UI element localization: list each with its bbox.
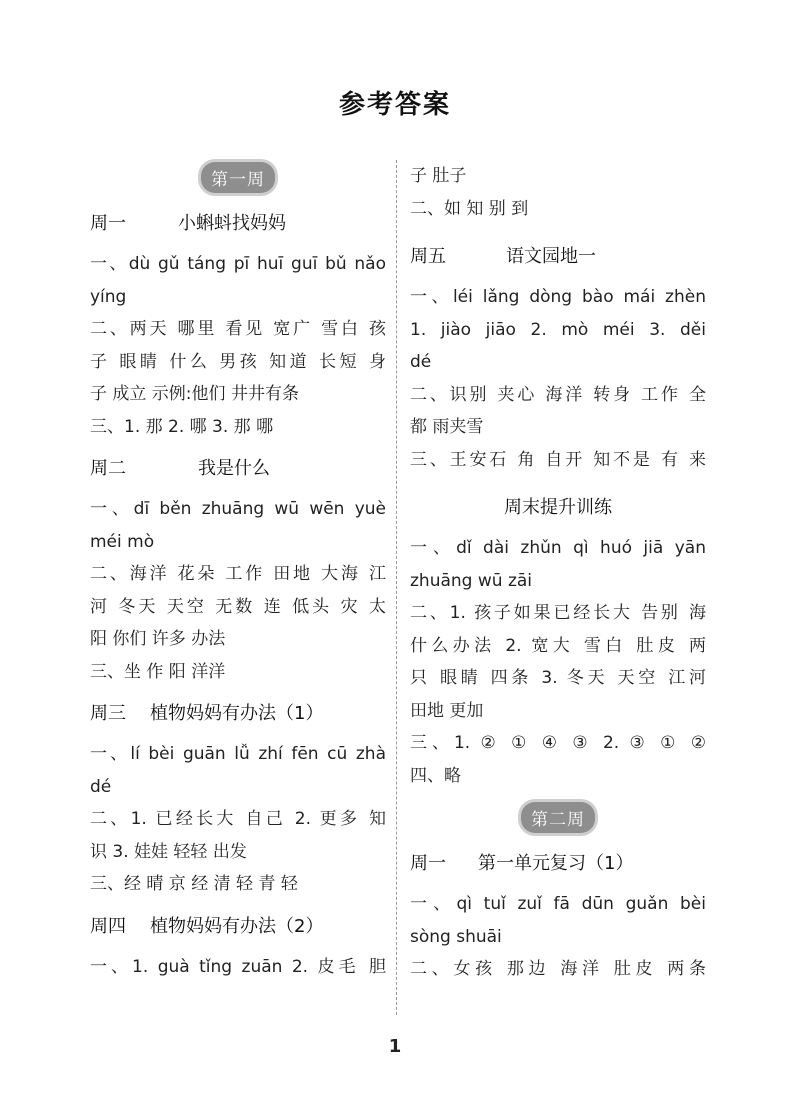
lesson-title: 第一单元复习（1） bbox=[478, 853, 634, 874]
answer-line: 二、1. 已经长大 自己 2. 更多 知 bbox=[90, 809, 386, 829]
answer-line: 二、识别 夹心 海洋 转身 工作 全 bbox=[410, 384, 706, 405]
lesson-title: 我是什么 bbox=[198, 458, 270, 479]
right-column bbox=[410, 160, 706, 986]
lesson-day: 周五 bbox=[410, 246, 446, 267]
column-divider bbox=[396, 160, 397, 1015]
answer-line: 子 成立 示例:他们 井井有条 bbox=[90, 384, 299, 404]
answer-line: 田地 更加 bbox=[410, 700, 484, 721]
answer-line: 都 雨夹雪 bbox=[410, 417, 484, 437]
answer-line: 二、女孩 那边 海洋 肚皮 两条 bbox=[410, 959, 706, 979]
answer-line: méi mò bbox=[90, 531, 155, 552]
answer-line: 二、如 知 别 到 bbox=[410, 198, 529, 219]
answer-line: 只 眼睛 四条 3. 冬天 天空 江河 bbox=[410, 668, 706, 688]
lesson-heading bbox=[410, 842, 706, 882]
answer-line: 三、经 晴 京 经 清 轻 青 轻 bbox=[90, 874, 298, 894]
lesson-heading bbox=[90, 447, 386, 487]
answer-line: dé bbox=[410, 352, 432, 372]
answer-line: 一、1. guà tǐng zuān 2. 皮毛 胆 bbox=[90, 956, 386, 977]
page-title: 参考答案 bbox=[338, 90, 451, 120]
lesson-day: 周三 bbox=[90, 703, 126, 724]
lesson-heading bbox=[90, 692, 386, 732]
answer-line: 一、dù gǔ táng pī huī guī bǔ nǎo bbox=[90, 254, 386, 274]
lesson-title: 语文园地一 bbox=[506, 246, 596, 267]
lesson-heading bbox=[410, 235, 706, 275]
answer-line: 一、qì tuǐ zuǐ fā dūn guǎn bèi bbox=[410, 894, 706, 914]
answer-line: sòng shuāi bbox=[410, 926, 502, 947]
lesson-day: 周二 bbox=[90, 458, 126, 479]
answer-line: 三、坐 作 阳 洋洋 bbox=[90, 661, 226, 682]
lesson-heading bbox=[90, 905, 386, 945]
answer-line: 子 眼睛 什么 男孩 知道 长短 身 bbox=[90, 351, 386, 372]
answer-line: 三、1. ② ① ④ ③ 2. ③ ① ② bbox=[410, 733, 706, 753]
lesson-heading bbox=[410, 486, 706, 526]
answer-line: 一、léi lǎng dòng bào mái zhèn bbox=[410, 287, 706, 307]
week-badge-label: 第一周 bbox=[201, 162, 275, 193]
lesson-title: 小蝌蚪找妈妈 bbox=[178, 213, 286, 234]
answer-line: 识 3. 娃娃 轻轻 出发 bbox=[90, 841, 247, 862]
lesson-day: 周一 bbox=[90, 213, 126, 234]
lesson-heading bbox=[90, 202, 386, 242]
answer-line: 什么办法 2. 宽大 雪白 肚皮 两 bbox=[410, 635, 706, 656]
answer-line: 二、1. 孩子如果已经长大 告别 海 bbox=[410, 603, 706, 623]
lesson-title: 周末提升训练 bbox=[504, 497, 612, 518]
answer-line: 二、海洋 花朵 工作 田地 大海 江 bbox=[90, 564, 386, 584]
page-number: 1 bbox=[388, 1036, 402, 1057]
answer-line: 二、两天 哪里 看见 宽广 雪白 孩 bbox=[90, 319, 386, 339]
answer-line: 一、dǐ dài zhǔn qì huó jiā yān bbox=[410, 538, 706, 558]
answer-line: 一、dī běn zhuāng wū wēn yuè bbox=[90, 499, 386, 519]
left-column bbox=[90, 160, 386, 983]
week-badge-2 bbox=[410, 800, 706, 834]
answer-line: yíng bbox=[90, 286, 127, 307]
answer-line: 河 冬天 天空 无数 连 低头 灾 太 bbox=[90, 596, 386, 617]
answer-line: 1. jiào jiāo 2. mò méi 3. děi bbox=[410, 319, 706, 340]
answer-line: zhuāng wū zāi bbox=[410, 570, 533, 591]
lesson-title: 植物妈妈有办法（1） bbox=[150, 703, 324, 724]
week-badge-label: 第二周 bbox=[521, 802, 595, 833]
answer-line: 四、略 bbox=[410, 765, 461, 786]
answer-line: 三、王安石 角 自开 知不是 有 来 bbox=[410, 449, 706, 470]
answer-line: 阳 你们 许多 办法 bbox=[90, 629, 226, 649]
answer-line: 三、1. 那 2. 哪 3. 那 哪 bbox=[90, 416, 274, 437]
lesson-title: 植物妈妈有办法（2） bbox=[150, 915, 324, 937]
answer-line: 子 肚子 bbox=[410, 166, 467, 186]
week-badge-1 bbox=[90, 160, 386, 194]
answer-line: dé bbox=[90, 776, 112, 797]
lesson-day: 周一 bbox=[410, 853, 446, 874]
lesson-day: 周四 bbox=[90, 915, 126, 937]
answer-line: 一、lí bèi guān lǚ zhí fēn cū zhà bbox=[90, 744, 386, 764]
